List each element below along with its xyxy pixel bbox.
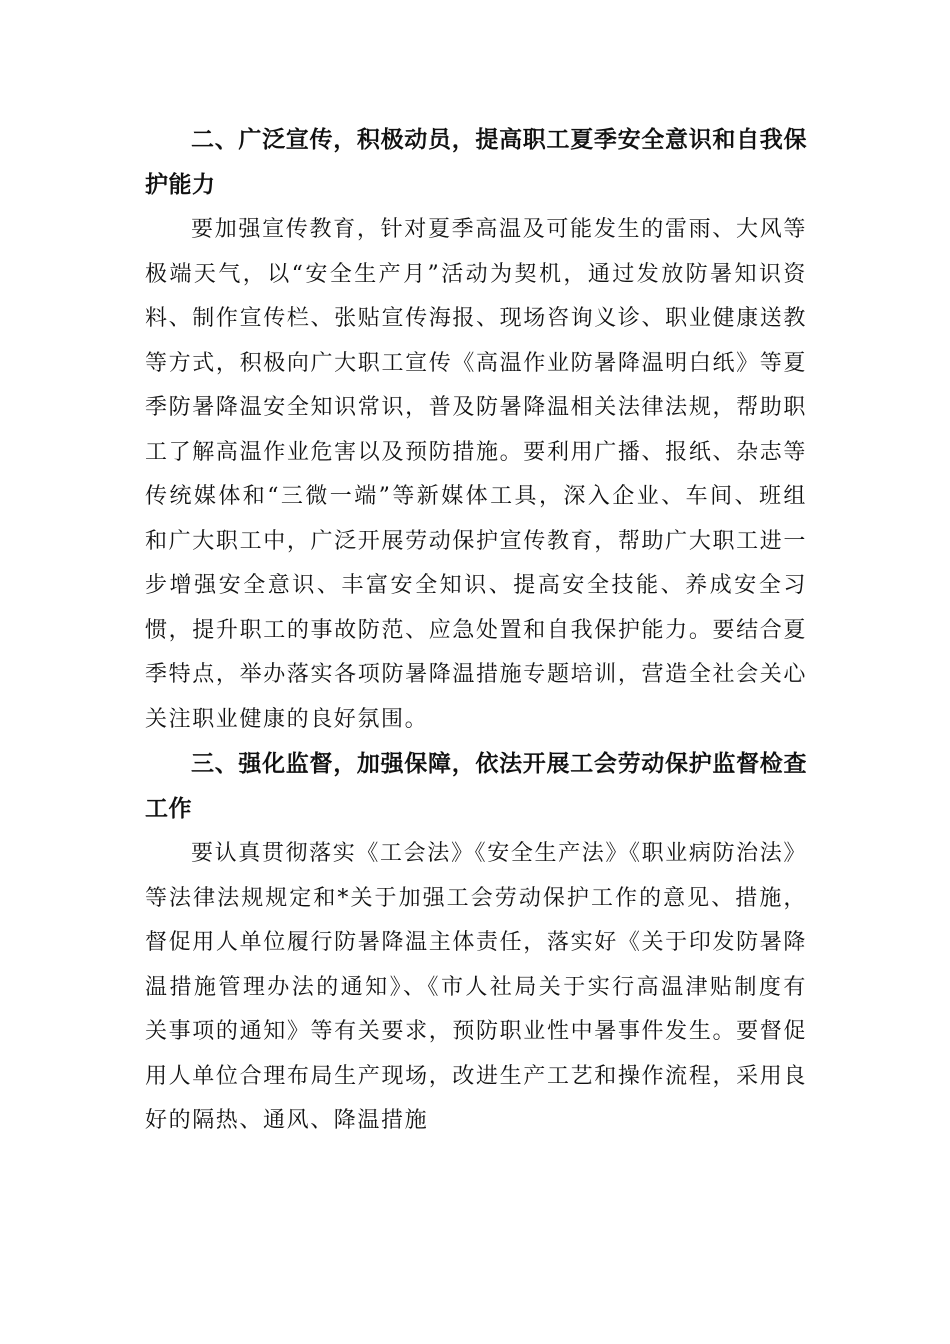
section-paragraph-3: 要认真贯彻落实《工会法》《安全生产法》《职业病防治法》等法律法规规定和*关于加强工会劳动保护工作的意见、措施，督促用人单位履行防暑降温主体责任，落实好《关于印发防暑降温措施管理办法的通知》、《市人社局关于实行高温津贴制度有关事项的通知》等有关要求，预防职业性中暑事件发生。要督促用人单位合理布局生产现场，改进生产工艺和操作流程，采用良好的隔热、通风、降温措施: [145, 841, 807, 1133]
document-body: [145, 118, 807, 1144]
section-heading-2: 二、广泛宣传，积极动员，提高职工夏季安全意识和自我保护能力: [145, 127, 807, 198]
section-paragraph-2: 要加强宣传教育，针对夏季高温及可能发生的雷雨、大风等极端天气，以“安全生产月”活动为契机，通过发放防暑知识资料、制作宣传栏、张贴宣传海报、现场咨询义诊、职业健康送教等方式，积极向广大职工宣传《高温作业防暑降温明白纸》等夏季防暑降温安全知识常识，普及防暑降温相关法律法规，帮助职工了解高温作业危害以及预防措施。要利用广播、报纸、杂志等传统媒体和“三微一端”等新媒体工具，深入企业、车间、班组和广大职工中，广泛开展劳动保护宣传教育，帮助广大职工进一步增强安全意识、丰富安全知识、提高安全技能、养成安全习惯，提升职工的事故防范、应急处置和自我保护能力。要结合夏季特点，举办落实各项防暑降温措施专题培训，营造全社会关心关注职业健康的良好氛围。: [145, 217, 807, 732]
section-heading-3: 三、强化监督，加强保障，依法开展工会劳动保护监督检查工作: [145, 751, 807, 822]
